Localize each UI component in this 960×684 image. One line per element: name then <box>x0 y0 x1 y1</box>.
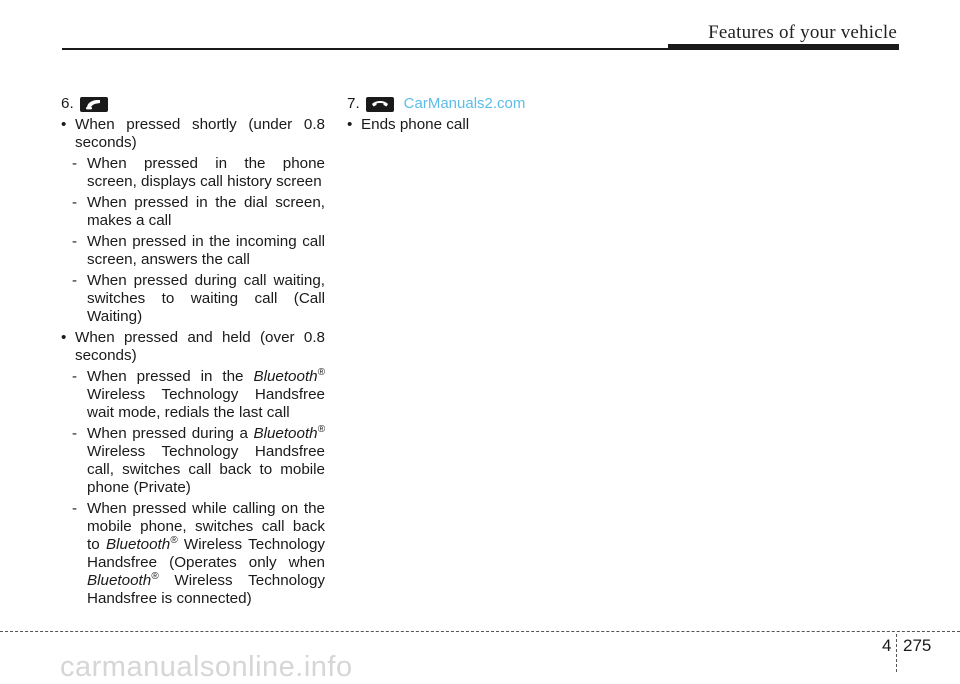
header-rule <box>62 48 668 50</box>
header-rule-accent <box>668 44 899 50</box>
short-press-sub-4: - When pressed during call waiting, switches to waiting call (Call Waiting) <box>67 272 325 326</box>
brand-name: Bluetooth <box>253 425 318 442</box>
page-header-title: Features of your vehicle <box>708 22 897 43</box>
registered-mark: ® <box>317 366 325 378</box>
short-press-bullet: • When pressed shortly (under 0.8 seconds) <box>61 116 325 152</box>
long-press-sub-2: - When pressed during a Bluetooth® Wireless Technology Handsfree call, switches call back to mobile phone (Private) <box>67 425 325 497</box>
brand-name: Bluetooth <box>106 536 171 553</box>
long-press-sub-1: - When pressed in the Bluetooth® Wireless Technology Handsfree wait mode, redials the last call <box>67 368 325 422</box>
right-column <box>347 95 611 137</box>
footer-rule <box>0 631 960 632</box>
site-watermark-bottom: carmanualsonline.info <box>60 651 353 683</box>
registered-mark: ® <box>170 534 178 546</box>
ends-call-bullet: • Ends phone call <box>347 116 611 134</box>
registered-mark: ® <box>317 423 325 435</box>
item-7-heading <box>347 95 611 113</box>
site-watermark-top: CarManuals2.com <box>403 95 526 112</box>
registered-mark: ® <box>151 570 159 582</box>
short-press-sub-3: - When pressed in the incoming call screen, answers the call <box>67 233 325 269</box>
long-press-bullet: • When pressed and held (over 0.8 seconds) <box>61 329 325 365</box>
call-send-icon <box>80 97 108 112</box>
brand-name: Bluetooth <box>87 572 152 589</box>
long-press-sub-3: - When pressed while calling on the mobile phone, switches call back to Bluetooth® Wireless Technology Handsfree (Operates only when Bluetooth® Wireless Technology Handsfree is connected) <box>67 500 325 608</box>
brand-name: Bluetooth <box>253 368 318 385</box>
short-press-sub-1: - When pressed in the phone screen, displays call history screen <box>67 155 325 191</box>
call-end-icon <box>366 97 394 112</box>
short-press-sub-2: - When pressed in the dial screen, makes a call <box>67 194 325 230</box>
item-number: 7. <box>347 95 360 112</box>
chapter-number: 4 <box>882 636 892 655</box>
left-column <box>61 95 325 611</box>
footer-divider <box>896 634 897 672</box>
item-number: 6. <box>61 95 74 112</box>
page-number: 275 <box>903 636 932 655</box>
item-6-heading <box>61 95 325 113</box>
